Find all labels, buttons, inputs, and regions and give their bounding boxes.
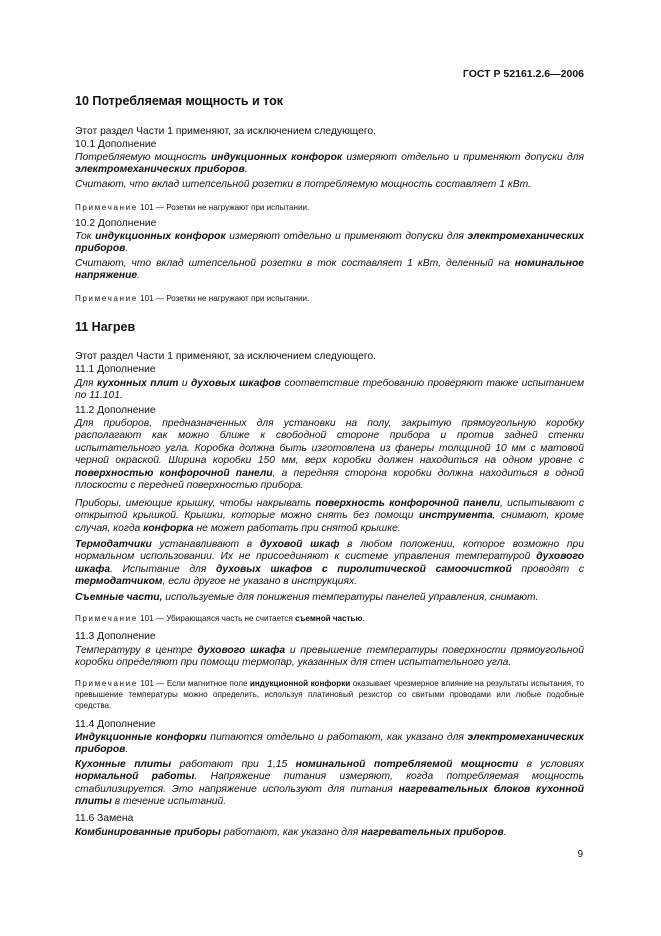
subsection-10-1-paragraph-2: Считают, что вклад штепсельной розетки в потребляемую мощность составляет 1 кВт. (75, 179, 531, 190)
subsection-11-2-paragraph-2: Приборы, имеющие крышку, чтобы накрывать поверхность конфорочной панели, испытывают с открытой крышкой. Крышки, которые можно снять без помощи инструмента, снимают, кроме случая, когда конфорка не может работать при снятой крышке. (75, 498, 584, 534)
subsection-11-4-paragraph-1: Индукционные конфорки питаются отдельно и работают, как указано для электромеханических приборов. (75, 732, 585, 756)
section-10-title: 10 Потребляемая мощность и ток (75, 94, 283, 108)
subsection-10-2-paragraph-1: Ток индукционных конфорок измеряют отдельно и применяют допуски для электромеханических приборов. (75, 231, 584, 255)
subsection-11-3-paragraph-1: Температуру в центре духового шкафа и превышение температуры поверхности прямоугольной коробки определяют при помощи термопар, указанных для стен испытательного угла. (75, 645, 584, 669)
subsection-11-6-paragraph-1: Комбинированные приборы работают, как указано для нагревательных приборов. (75, 827, 507, 838)
page-number: 9 (577, 849, 583, 860)
subsection-11-1-heading: 11.1 Дополнение (75, 364, 156, 375)
subsection-10-1-paragraph-1: Потребляемую мощность индукционных конфорок измеряют отдельно и применяют допуски для электромеханических приборов. (75, 152, 584, 176)
section-11-intro: Этот раздел Части 1 применяют, за исключением следующего. (75, 351, 377, 362)
subsection-11-3-heading: 11.3 Дополнение (75, 631, 156, 642)
subsection-10-1-heading: 10.1 Дополнение (75, 139, 157, 150)
note-11-2: Примечание 101 — Убирающаяся часть не считается съемной частью. (75, 614, 365, 623)
document-header: ГОСТ Р 52161.2.6—2006 (462, 68, 584, 80)
section-10-intro: Этот раздел Части 1 применяют, за исключением следующего. (75, 126, 377, 137)
subsection-11-2-paragraph-4: Съемные части, используемые для понижения температуры панелей управления, снимают. (75, 592, 539, 603)
subsection-11-2-paragraph-3: Термодатчики устанавливают в духовой шкаф в любом положении, которое возможно при нормальном использовании. Их не присоединяют к системе управления температурой духового шкафа. Испытание для духовых шкафов с пиролитической самоочисткой проводят с термодатчиком, если другое не указано в инструкциях. (75, 539, 585, 588)
section-11-title: 11 Нагрев (75, 320, 136, 334)
note-11-3: Примечание 101 — Если магнитное поле индукционной конфорки оказывает чрезмерное влияние на результаты испытания, то превышение температуры можно определить, используя платиновый резистор со свитыми проводами или любые подобные средства. (75, 679, 584, 710)
subsection-11-1-paragraph-1: Для кухонных плит и духовых шкафов соответствие требованию проверяют также испытанием по 11.101. (75, 378, 584, 402)
note-10-2: Примечание 101 — Розетки не нагружают при испытании. (75, 294, 310, 303)
subsection-11-2-paragraph-1: Для приборов, предназначенных для установки на полу, закрытую прямоугольную коробку располагают как можно ближе к свободной стороне прибора и против задней стенки испытательного угла. Коробка должна быть изготовлена из фанеры толщиной 10 мм с матовой черной окраской. Ширина коробки 150 мм, верх коробки должен находиться на одном уровне с поверхностью конфорочной панели, а передняя сторона коробки должна находиться в одной плоскости с передней поверхностью прибора. (75, 418, 584, 492)
subsection-11-4-paragraph-2: Кухонные плиты работают при 1,15 номинальной потребляемой мощности в условиях нормальной работы. Напряжение питания измеряют, когда потребляемая мощность стабилизируется. Это напряжение используют для питания нагревательных блоков кухонной плиты в течение испытаний. (75, 759, 585, 808)
subsection-10-2-heading: 10.2 Дополнение (75, 218, 157, 229)
subsection-10-2-paragraph-2: Считают, что вклад штепсельной розетки в ток составляет 1 кВт, деленный на номинальное напряжение. (75, 258, 584, 282)
subsection-11-6-heading: 11.6 Замена (75, 813, 134, 824)
note-10-1: Примечание 101 — Розетки не нагружают при испытании. (75, 203, 310, 212)
subsection-11-4-heading: 11.4 Дополнение (75, 719, 156, 730)
subsection-11-2-heading: 11.2 Дополнение (75, 405, 156, 416)
